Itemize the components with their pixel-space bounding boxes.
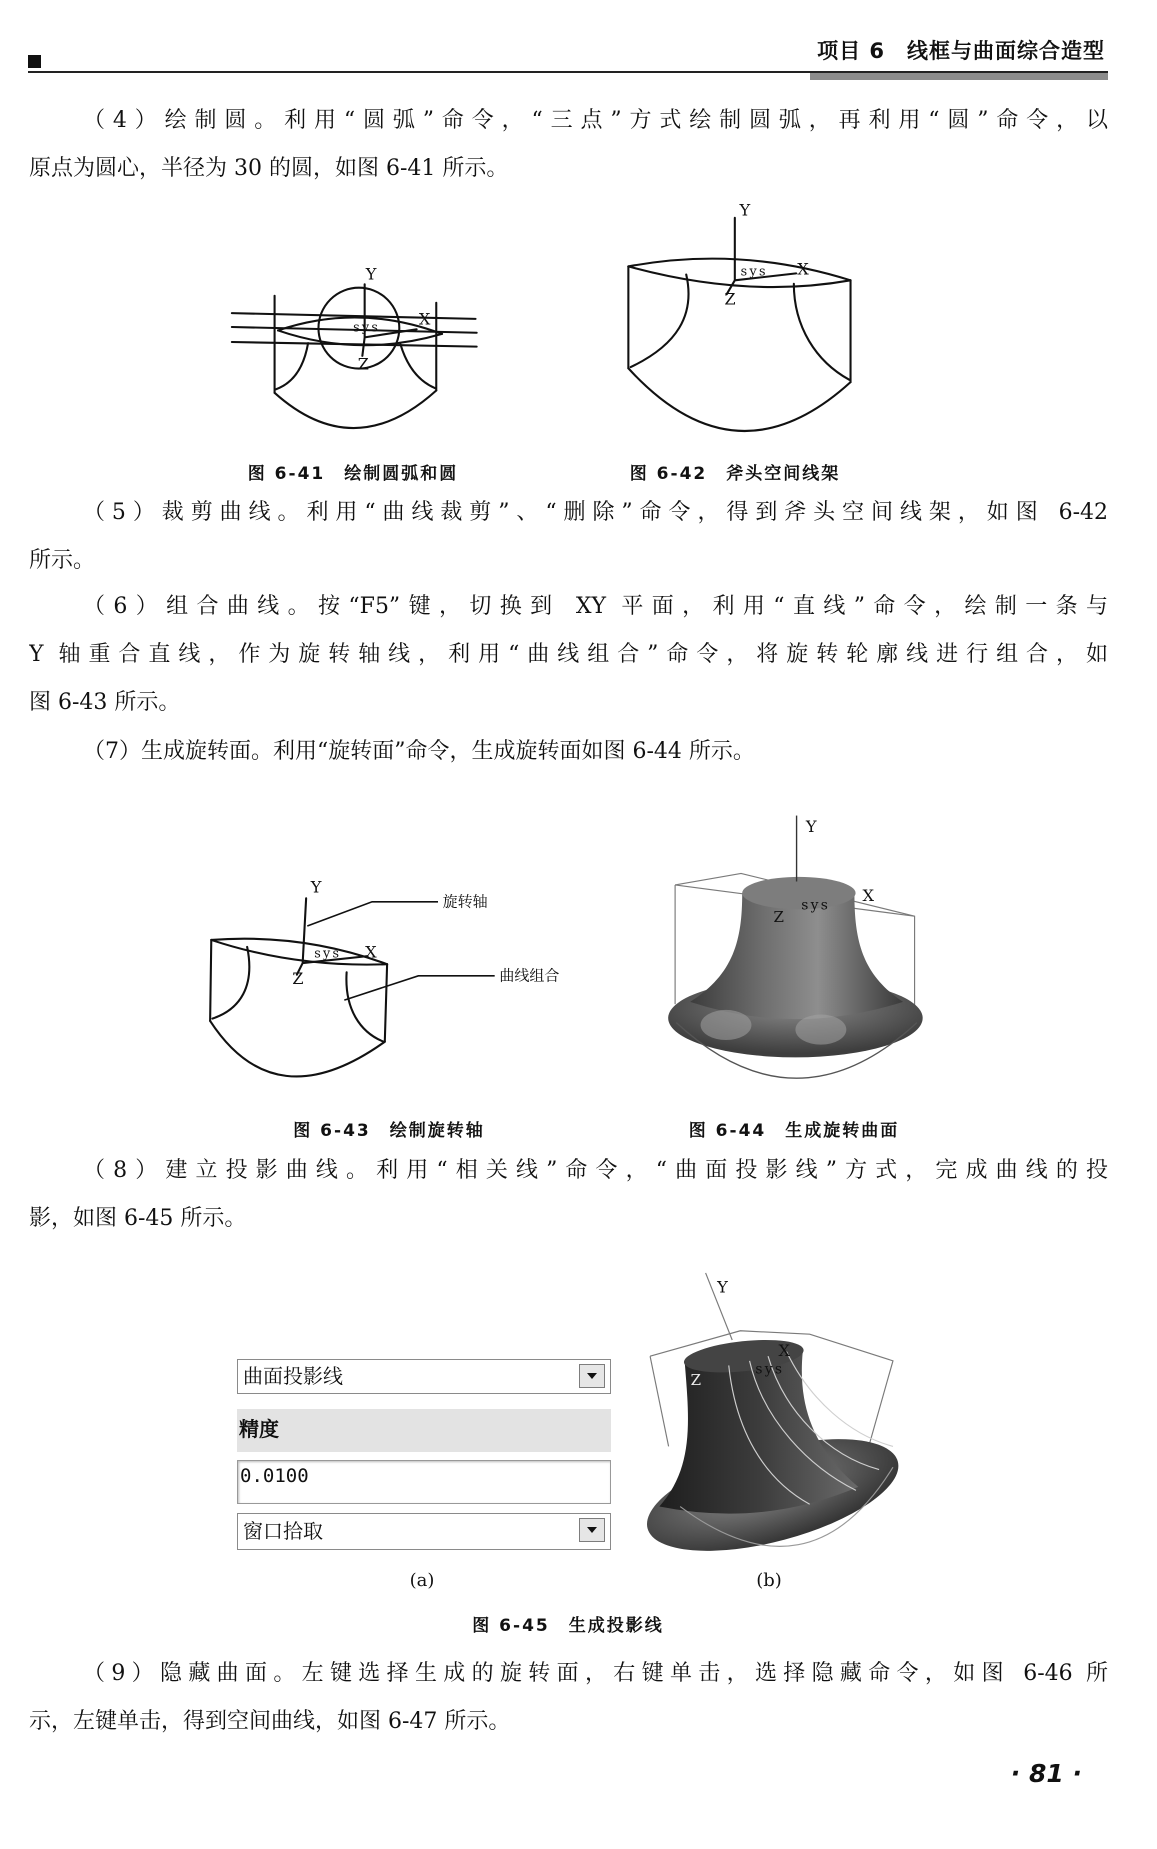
axis-label-sys: sys	[755, 1361, 785, 1378]
paragraph-line: （8）建立投影曲线。利用“相关线”命令，“曲面投影线”方式，完成曲线的投	[83, 1158, 1108, 1183]
paragraph-line: 影，如图 6-45 所示。	[29, 1206, 247, 1231]
top-edge	[211, 940, 387, 965]
axis-label-y: Y	[310, 877, 322, 897]
inner-curve	[794, 284, 850, 380]
inner-curve	[400, 344, 435, 388]
axis-label-sys: sys	[740, 263, 768, 279]
axis-label-z: Z	[292, 968, 304, 988]
top-edge	[628, 263, 850, 287]
paragraph-line: （6）组合曲线。按“F5”键，切换到 XY 平面，利用“直线”命令，绘制一条与	[83, 594, 1108, 619]
paragraph-line: （4）绘制圆。利用“圆弧”命令，“三点”方式绘制圆弧，再利用“圆”命令，以	[83, 108, 1108, 133]
projection-mode-value: 曲面投影线	[243, 1364, 343, 1388]
side-edge	[210, 940, 211, 1021]
axis-label-x: X	[797, 259, 809, 279]
axis-label-z: Z	[357, 354, 369, 374]
axis-label-x: X	[778, 1341, 791, 1361]
figure-6-45b-drawing	[642, 1267, 908, 1568]
axis-label-z: Z	[724, 289, 736, 309]
inner-curve	[212, 947, 249, 1019]
running-header-title: 项目 6 线框与曲面综合造型	[817, 39, 1105, 63]
chevron-down-icon	[579, 1518, 605, 1542]
axis-label-x: X	[862, 886, 875, 906]
side-edge	[385, 964, 387, 1042]
precision-label: 精度	[237, 1409, 611, 1452]
callout-leader-curve	[344, 976, 494, 1000]
figure-6-44-drawing	[660, 804, 932, 1099]
bottom-arc	[210, 1021, 385, 1077]
figure-caption-6-42: 图 6-42 斧头空间线架	[629, 464, 841, 484]
pick-mode-select	[237, 1513, 611, 1550]
figure-caption-6-45: 图 6-45 生成投影线	[472, 1616, 664, 1636]
figure-6-42-drawing	[619, 197, 868, 440]
axis-label-y: Y	[739, 200, 751, 220]
projection-parameter-panel	[237, 1359, 611, 1550]
paragraph-step-9	[29, 1650, 1108, 1746]
paragraph-step-7	[29, 728, 1108, 776]
figure-6-43-drawing	[202, 874, 578, 1088]
paragraph-line: （5）裁剪曲线。利用“曲线裁剪”、“删除”命令，得到斧头空间线架，如图 6-42	[83, 500, 1108, 525]
paragraph-step-4	[29, 97, 1108, 193]
callout-leader-axis	[307, 902, 438, 926]
bottom-arc	[628, 368, 850, 431]
axis-label-sys: sys	[801, 897, 831, 914]
axis-label-x: X	[418, 309, 431, 329]
paragraph-line: Y 轴重合直线，作为旋转轴线，利用“曲线组合”命令，将旋转轮廓线进行组合，如	[29, 642, 1108, 667]
axis-label-z: Z	[773, 907, 784, 926]
surface-neck	[690, 893, 903, 1019]
paragraph-step-6	[29, 583, 1108, 727]
paragraph-line: 图 6-43 所示。	[29, 690, 181, 715]
page-number: · 81 ·	[1010, 1759, 1082, 1788]
axis-label-sys: sys	[353, 319, 381, 335]
inner-curve	[631, 275, 689, 368]
projection-mode-select	[237, 1359, 611, 1394]
paragraph-step-8	[29, 1147, 1108, 1243]
header-accent-bar	[810, 73, 1108, 80]
paragraph-line: （9）隐藏曲面。左键选择生成的旋转面，右键单击，选择隐藏命令，如图 6-46 所	[83, 1661, 1108, 1686]
callout-curve-combine: 曲线组合	[499, 966, 560, 985]
axis-label-sys: sys	[314, 945, 342, 961]
pick-mode-value: 窗口拾取	[243, 1519, 323, 1543]
paragraph-line: （7）生成旋转面。利用“旋转面”命令，生成旋转面如图 6-44 所示。	[83, 739, 755, 764]
inner-curve	[276, 343, 308, 389]
axis-label-y: Y	[365, 264, 377, 284]
axis-label-y: Y	[717, 1277, 728, 1297]
paragraph-line: 所示。	[29, 548, 96, 573]
precision-field	[237, 1460, 611, 1504]
figure-6-41-drawing	[226, 260, 486, 439]
coordinate-axes	[727, 218, 796, 294]
surface-highlight	[701, 1010, 752, 1040]
paragraph-line: 示，左键单击，得到空间曲线，如图 6-47 所示。	[29, 1709, 511, 1734]
axis-label-z: Z	[690, 1371, 702, 1390]
subfigure-label-b: (b)	[756, 1570, 782, 1591]
figure-caption-6-41: 图 6-41 绘制圆弧和圆	[247, 464, 459, 484]
paragraph-step-5	[29, 489, 1108, 585]
axis-label-y: Y	[805, 816, 817, 836]
precision-value: 0.0100	[240, 1465, 309, 1487]
axe-wireframe	[628, 218, 850, 431]
figure-caption-6-44: 图 6-44 生成旋转曲面	[688, 1121, 900, 1141]
top-edge	[628, 259, 850, 281]
axis-label-x: X	[365, 942, 377, 962]
bottom-arc	[275, 390, 437, 428]
callout-rotation-axis: 旋转轴	[442, 892, 488, 911]
subfigure-label-a: (a)	[409, 1570, 435, 1591]
chevron-down-icon	[579, 1364, 605, 1388]
paragraph-line: 原点为圆心，半径为 30 的圆，如图 6-41 所示。	[29, 156, 509, 181]
wireframe-arcs-and-circle	[232, 284, 477, 428]
surface-top	[742, 877, 855, 909]
square-bullet-icon	[28, 55, 41, 68]
wire-edge	[650, 1356, 669, 1446]
surface-highlight	[795, 1015, 846, 1045]
inner-curve	[346, 972, 383, 1041]
figure-caption-6-43: 图 6-43 绘制旋转轴	[293, 1121, 485, 1141]
